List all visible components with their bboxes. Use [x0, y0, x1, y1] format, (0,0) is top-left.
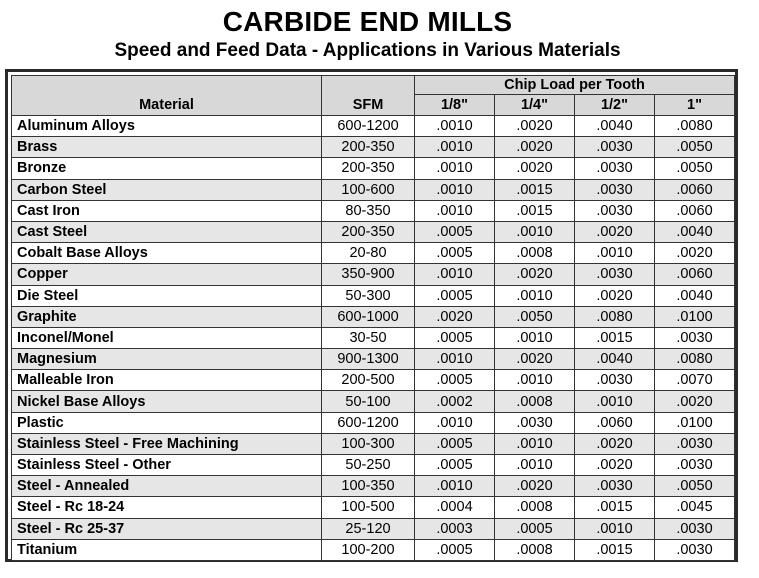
material-cell: Magnesium: [12, 349, 322, 370]
chip-load-cell: .0020: [495, 264, 575, 285]
table-row: [12, 158, 735, 179]
table-row: [12, 391, 735, 412]
material-cell: Cobalt Base Alloys: [12, 243, 322, 264]
size-header-1-8: 1/8": [415, 95, 495, 116]
chip-load-cell: .0010: [495, 327, 575, 348]
table-row: [12, 433, 735, 454]
chip-load-cell: .0080: [575, 306, 655, 327]
chip-load-cell: .0020: [415, 306, 495, 327]
chip-load-cell: .0030: [655, 518, 735, 539]
chip-load-cell: .0060: [655, 264, 735, 285]
chip-load-cell: .0020: [495, 158, 575, 179]
material-header: Material: [12, 76, 322, 116]
sfm-cell: 20-80: [322, 243, 415, 264]
chip-load-cell: .0070: [655, 370, 735, 391]
chip-load-cell: .0005: [415, 539, 495, 560]
chip-load-cell: .0060: [655, 200, 735, 221]
table-row: [12, 455, 735, 476]
sfm-cell: 30-50: [322, 327, 415, 348]
table-row: [12, 412, 735, 433]
chip-load-cell: .0010: [575, 391, 655, 412]
chip-load-cell: .0015: [495, 200, 575, 221]
material-cell: Carbon Steel: [12, 179, 322, 200]
chip-load-cell: .0030: [575, 370, 655, 391]
speed-feed-table: [11, 75, 735, 561]
sfm-cell: 100-200: [322, 539, 415, 560]
chip-load-cell: .0002: [415, 391, 495, 412]
chip-load-cell: .0040: [655, 221, 735, 242]
table-row: [12, 137, 735, 158]
table-row: [12, 497, 735, 518]
chip-load-cell: .0005: [415, 433, 495, 454]
sfm-cell: 100-600: [322, 179, 415, 200]
chip-load-cell: .0100: [655, 306, 735, 327]
chip-load-cell: .0010: [495, 221, 575, 242]
chip-load-cell: .0015: [575, 497, 655, 518]
chip-load-cell: .0060: [655, 179, 735, 200]
size-header-1-4: 1/4": [495, 95, 575, 116]
sfm-cell: 600-1200: [322, 412, 415, 433]
chip-load-cell: .0008: [495, 243, 575, 264]
chip-load-cell: .0030: [575, 137, 655, 158]
table-row: [12, 285, 735, 306]
chip-load-cell: .0030: [655, 455, 735, 476]
chip-load-cell: .0050: [655, 137, 735, 158]
table-row: [12, 200, 735, 221]
chip-load-cell: .0040: [575, 349, 655, 370]
chip-load-cell: .0050: [655, 158, 735, 179]
chip-load-cell: .0080: [655, 349, 735, 370]
chip-load-cell: .0020: [575, 455, 655, 476]
chip-load-cell: .0010: [415, 349, 495, 370]
table-row: [12, 116, 735, 137]
material-cell: Bronze: [12, 158, 322, 179]
table-frame: [5, 69, 738, 562]
chip-load-cell: .0010: [415, 137, 495, 158]
chip-load-cell: .0050: [495, 306, 575, 327]
material-cell: Cast Steel: [12, 221, 322, 242]
chip-load-cell: .0005: [415, 285, 495, 306]
sfm-cell: 80-350: [322, 200, 415, 221]
material-cell: Graphite: [12, 306, 322, 327]
table-row: [12, 179, 735, 200]
table-row: [12, 539, 735, 560]
sfm-cell: 50-250: [322, 455, 415, 476]
sfm-cell: 100-500: [322, 497, 415, 518]
chip-load-cell: .0015: [575, 539, 655, 560]
chip-load-cell: .0020: [655, 243, 735, 264]
chip-load-cell: .0030: [575, 158, 655, 179]
chip-load-cell: .0010: [415, 116, 495, 137]
table-row: [12, 264, 735, 285]
material-cell: Steel - Annealed: [12, 476, 322, 497]
table-row: [12, 306, 735, 327]
chip-load-cell: .0005: [495, 518, 575, 539]
material-cell: Die Steel: [12, 285, 322, 306]
chip-load-cell: .0004: [415, 497, 495, 518]
material-cell: Stainless Steel - Free Machining: [12, 433, 322, 454]
chip-load-cell: .0050: [655, 476, 735, 497]
chip-load-header: Chip Load per Tooth: [415, 76, 735, 95]
chip-load-cell: .0020: [655, 391, 735, 412]
chip-load-cell: .0010: [495, 433, 575, 454]
chip-load-cell: .0100: [655, 412, 735, 433]
material-cell: Steel - Rc 25-37: [12, 518, 322, 539]
sfm-cell: 100-350: [322, 476, 415, 497]
chip-load-cell: .0060: [575, 412, 655, 433]
sfm-cell: 50-100: [322, 391, 415, 412]
material-cell: Cast Iron: [12, 200, 322, 221]
table-row: [12, 221, 735, 242]
chip-load-cell: .0015: [575, 327, 655, 348]
sfm-cell: 50-300: [322, 285, 415, 306]
chip-load-cell: .0010: [415, 412, 495, 433]
chip-load-cell: .0010: [415, 158, 495, 179]
chip-load-cell: .0005: [415, 327, 495, 348]
chip-load-cell: .0010: [575, 518, 655, 539]
chip-load-cell: .0020: [495, 476, 575, 497]
page-subtitle: Speed and Feed Data - Applications in Various Materials: [114, 40, 621, 61]
chip-load-cell: .0020: [495, 116, 575, 137]
page-title: CARBIDE END MILLS: [222, 6, 513, 37]
chip-load-cell: .0003: [415, 518, 495, 539]
chip-load-cell: .0030: [575, 264, 655, 285]
chip-load-cell: .0030: [655, 433, 735, 454]
material-cell: Malleable Iron: [12, 370, 322, 391]
chip-load-cell: .0040: [655, 285, 735, 306]
chip-load-cell: .0005: [415, 243, 495, 264]
chip-load-cell: .0008: [495, 539, 575, 560]
material-cell: Plastic: [12, 412, 322, 433]
material-cell: Copper: [12, 264, 322, 285]
table-row: [12, 327, 735, 348]
table-row: [12, 370, 735, 391]
sfm-cell: 200-350: [322, 158, 415, 179]
chip-load-cell: .0010: [495, 285, 575, 306]
sfm-header: SFM: [322, 76, 415, 116]
sfm-cell: 200-350: [322, 221, 415, 242]
sfm-cell: 25-120: [322, 518, 415, 539]
material-cell: Stainless Steel - Other: [12, 455, 322, 476]
chip-load-cell: .0010: [575, 243, 655, 264]
table-row: [12, 518, 735, 539]
size-header-1: 1": [655, 95, 735, 116]
chip-load-cell: .0080: [655, 116, 735, 137]
material-cell: Titanium: [12, 539, 322, 560]
sfm-cell: 350-900: [322, 264, 415, 285]
table-row: [12, 476, 735, 497]
chip-load-cell: .0040: [575, 116, 655, 137]
chip-load-cell: .0010: [415, 200, 495, 221]
chip-load-cell: .0030: [655, 539, 735, 560]
chip-load-cell: .0020: [495, 349, 575, 370]
sfm-cell: 100-300: [322, 433, 415, 454]
chip-load-cell: .0005: [415, 455, 495, 476]
chip-load-cell: .0020: [575, 285, 655, 306]
chip-load-cell: .0020: [495, 137, 575, 158]
table-body: [12, 116, 735, 561]
material-cell: Inconel/Monel: [12, 327, 322, 348]
table-row: [12, 243, 735, 264]
chip-load-cell: .0010: [415, 264, 495, 285]
chip-load-cell: .0008: [495, 497, 575, 518]
chip-load-cell: .0005: [415, 370, 495, 391]
chip-load-cell: .0015: [495, 179, 575, 200]
chip-load-cell: .0030: [495, 412, 575, 433]
material-cell: Brass: [12, 137, 322, 158]
sfm-cell: 200-350: [322, 137, 415, 158]
chip-load-cell: .0045: [655, 497, 735, 518]
chip-load-cell: .0010: [415, 476, 495, 497]
chip-load-cell: .0030: [655, 327, 735, 348]
chip-load-cell: .0005: [415, 221, 495, 242]
chip-load-cell: .0020: [575, 221, 655, 242]
chip-load-cell: .0008: [495, 391, 575, 412]
chip-load-cell: .0020: [575, 433, 655, 454]
chip-load-cell: .0030: [575, 179, 655, 200]
chip-load-cell: .0010: [495, 370, 575, 391]
size-header-1-2: 1/2": [575, 95, 655, 116]
material-cell: Nickel Base Alloys: [12, 391, 322, 412]
sfm-cell: 600-1000: [322, 306, 415, 327]
sfm-cell: 900-1300: [322, 349, 415, 370]
sfm-cell: 200-500: [322, 370, 415, 391]
chip-load-cell: .0010: [495, 455, 575, 476]
material-cell: Aluminum Alloys: [12, 116, 322, 137]
chip-load-cell: .0010: [415, 179, 495, 200]
sfm-cell: 600-1200: [322, 116, 415, 137]
chip-load-cell: .0030: [575, 476, 655, 497]
chip-load-cell: .0030: [575, 200, 655, 221]
table-row: [12, 349, 735, 370]
material-cell: Steel - Rc 18-24: [12, 497, 322, 518]
